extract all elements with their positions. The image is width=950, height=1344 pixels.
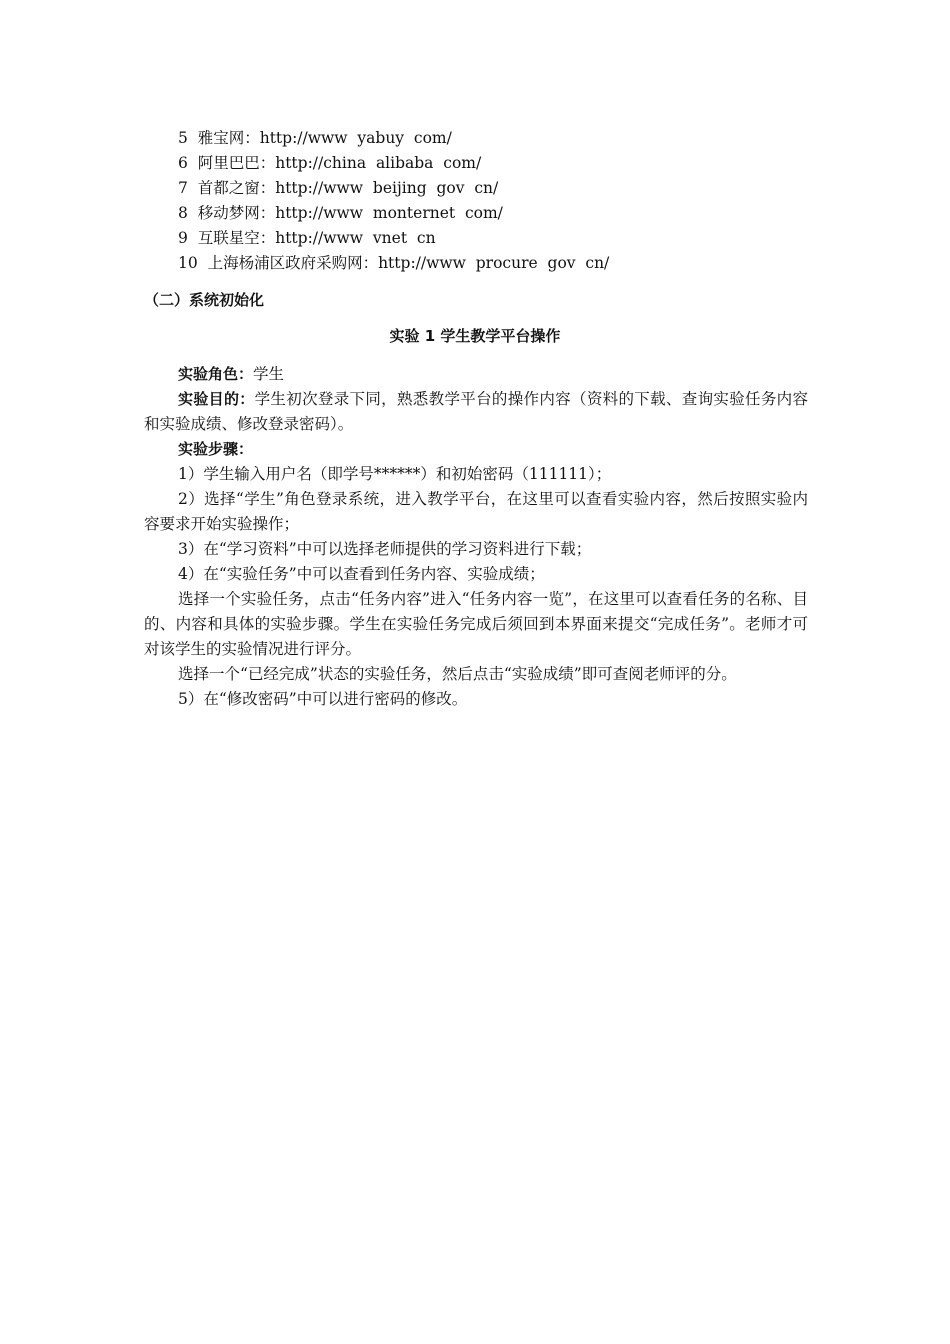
step-paragraph: 1）学生输入用户名（即学号******）和初始密码（111111）； <box>178 465 612 483</box>
step-paragraph: 选择一个实验任务，点击“任务内容”进入“任务内容一览”，在这里可以查看任务的名称、目的、内容和具体的实验步骤。学生在实验任务完成后须回到本界面来提交“完成任务”。老师才可对该学生的实验情况进行评分。 <box>144 590 808 658</box>
step-paragraph: 3）在“学习资料”中可以选择老师提供的学习资料进行下载； <box>178 540 592 558</box>
list-item: 7 首都之窗：http://www beijing gov cn/ <box>178 179 499 197</box>
list-item: 5 雅宝网：http://www yabuy com/ <box>178 129 452 147</box>
step-paragraph: 2）选择“学生”角色登录系统，进入教学平台，在这里可以查看实验内容，然后按照实验内容要求开始实验操作； <box>144 490 808 533</box>
list-item: 10 上海杨浦区政府采购网：http://www procure gov cn/ <box>178 254 610 272</box>
role-label: 实验角色： <box>178 365 254 383</box>
step-paragraph: 4）在“实验任务”中可以查看到任务内容、实验成绩； <box>178 565 545 583</box>
purpose-value: 学生初次登录下同，熟悉教学平台的操作内容（资料的下载、查询实验任务内容和实验成绩、修改登录密码）。 <box>144 390 808 433</box>
role-value: 学生 <box>253 365 285 383</box>
list-item: 6 阿里巴巴：http://china alibaba com/ <box>178 154 482 172</box>
step-paragraph: 5）在“修改密码”中可以进行密码的修改。 <box>178 690 468 708</box>
experiment-title: 实验 1 学生教学平台操作 <box>389 327 561 345</box>
role-paragraph <box>144 362 808 387</box>
steps-heading <box>144 437 808 462</box>
purpose-label: 实验目的： <box>178 390 255 408</box>
steps-label: 实验步骤： <box>178 440 254 458</box>
step-paragraph: 选择一个“已经完成”状态的实验任务，然后点击“实验成绩”即可查阅老师评的分。 <box>178 665 737 683</box>
experiment-body <box>144 362 808 712</box>
purpose-paragraph <box>144 387 808 437</box>
list-item: 9 互联星空：http://www vnet cn <box>178 229 436 247</box>
link-list <box>178 126 609 276</box>
section-heading: （二）系统初始化 <box>144 291 265 309</box>
list-item: 8 移动梦网：http://www monternet com/ <box>178 204 503 222</box>
